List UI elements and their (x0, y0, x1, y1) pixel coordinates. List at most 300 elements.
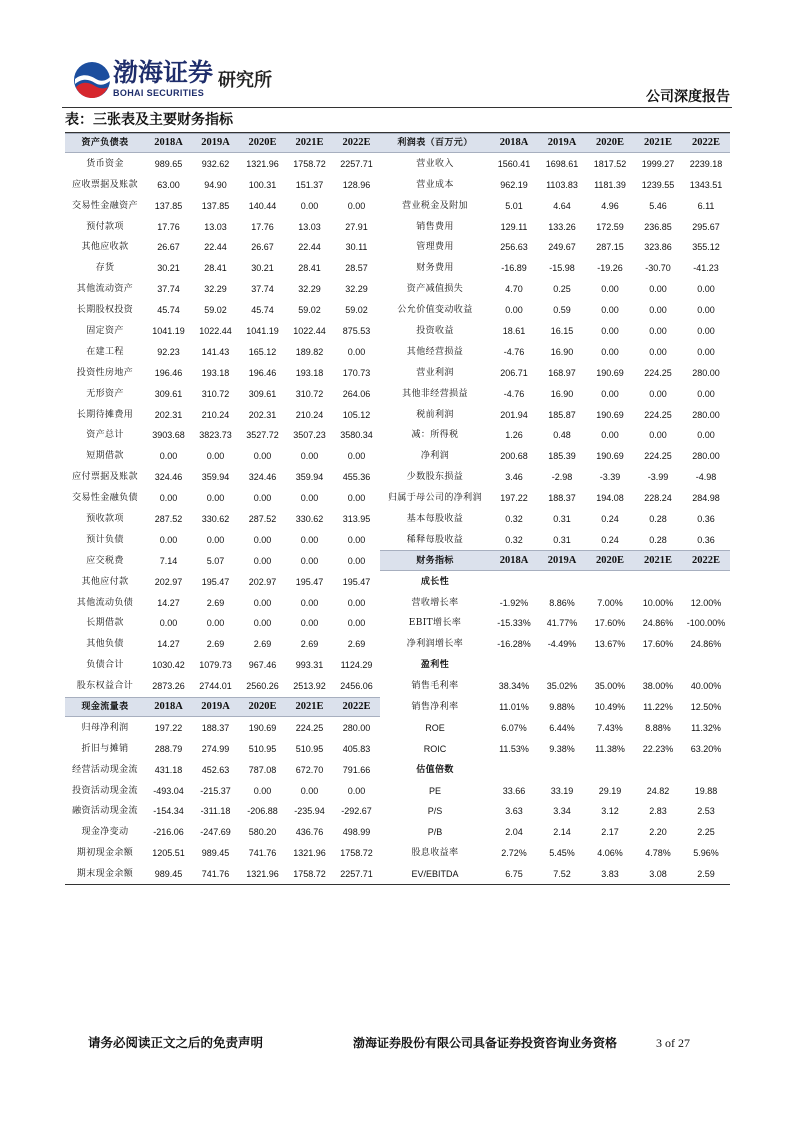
balance-sheet-row-label: 资产总计 (86, 430, 124, 441)
financial-indicators-value-cell: 3.83 (601, 868, 619, 879)
table-row (65, 655, 730, 676)
balance-sheet-value-cell: 310.72 (201, 388, 230, 399)
income-statement-value-cell: 194.08 (596, 493, 624, 504)
income-statement-row-label: 稀释每股收益 (406, 534, 464, 545)
balance-sheet-row-label: 其他应收款 (81, 242, 129, 253)
balance-sheet-value-cell: 324.46 (154, 472, 183, 483)
financial-indicators-row-label: P/B (427, 827, 443, 838)
income-statement-row-label: 其他非经营损益 (402, 388, 468, 399)
financial-indicators-value-cell: 17.60% (642, 639, 674, 650)
balance-sheet-value-cell: 202.31 (248, 409, 277, 420)
financial-indicators-header-year: 2019A (538, 550, 586, 571)
balance-sheet-value-cell: 3507.23 (293, 430, 326, 441)
financial-indicators-row-label: 净利润增长率 (406, 639, 464, 650)
income-statement-value-cell: -30.70 (645, 263, 671, 274)
cash-flow-value-cell: 741.76 (248, 848, 277, 859)
income-statement-value-cell: 206.71 (500, 367, 528, 378)
table-row (65, 759, 730, 780)
cash-flow-value-cell: 190.69 (248, 722, 277, 733)
income-statement-value-cell: 0.00 (697, 346, 715, 357)
income-statement-value-cell: 190.69 (596, 451, 624, 462)
income-statement-header-year: 2020E (586, 133, 634, 154)
balance-sheet-value-cell: 993.31 (295, 660, 324, 671)
balance-sheet-header-year: 2018A (145, 133, 192, 154)
balance-sheet-row-label: 交易性金融负债 (72, 493, 138, 504)
financial-indicators-empty-cell (682, 571, 730, 592)
balance-sheet-value-cell: 1758.72 (293, 158, 326, 169)
table-row (65, 153, 730, 174)
balance-sheet-value-cell: 22.44 (204, 242, 227, 253)
income-statement-value-cell: 0.00 (649, 284, 667, 295)
income-statement-row-label: 营业成本 (416, 179, 454, 190)
balance-sheet-value-cell: 0.00 (253, 618, 272, 629)
balance-sheet-row-label: 股东权益合计 (76, 681, 134, 692)
balance-sheet-value-cell: 0.00 (159, 618, 178, 629)
financial-indicators-value-cell: 24.82 (646, 785, 670, 796)
balance-sheet-row-label: 长期待摊费用 (76, 409, 134, 420)
income-statement-value-cell: 256.63 (500, 242, 528, 253)
financial-indicators-header-title: 财务指标 (380, 550, 490, 571)
balance-sheet-value-cell: 3903.68 (152, 430, 185, 441)
financial-indicators-value-cell: 4.78% (645, 848, 671, 859)
financial-indicators-value-cell: 40.00% (690, 681, 722, 692)
balance-sheet-value-cell: 0.00 (300, 451, 319, 462)
income-statement-value-cell: 1181.39 (594, 179, 626, 190)
cash-flow-value-cell: -216.06 (153, 827, 184, 838)
balance-sheet-value-cell: 2.69 (300, 639, 319, 650)
balance-sheet-value-cell: 210.24 (201, 409, 230, 420)
balance-sheet-value-cell: 0.00 (253, 597, 272, 608)
income-statement-value-cell: 168.97 (548, 367, 576, 378)
balance-sheet-value-cell: 2456.06 (340, 681, 373, 692)
financial-indicators-value-cell: 35.00% (594, 681, 626, 692)
financial-indicators-row-label: 销售毛利率 (411, 681, 459, 692)
cash-flow-value-cell: 498.99 (342, 827, 371, 838)
balance-sheet-value-cell: 2.69 (206, 639, 225, 650)
balance-sheet-row-label: 应付票据及账款 (72, 472, 138, 483)
balance-sheet-value-cell: 195.47 (342, 576, 371, 587)
income-statement-value-cell: -41.23 (693, 263, 719, 274)
balance-sheet-value-cell: 0.00 (206, 493, 225, 504)
financial-indicators-value-cell: 2.14 (553, 827, 571, 838)
income-statement-value-cell: 2239.18 (689, 158, 723, 169)
balance-sheet-value-cell: 967.46 (248, 660, 277, 671)
financial-indicators-empty-cell (682, 759, 730, 780)
balance-sheet-value-cell: 59.02 (204, 305, 227, 316)
table-row (65, 237, 730, 258)
financial-indicators-value-cell: 4.06% (597, 848, 623, 859)
balance-sheet-row-label: 预计负债 (86, 534, 124, 545)
balance-sheet-value-cell: 0.00 (347, 534, 366, 545)
balance-sheet-row-label: 长期借款 (86, 618, 124, 629)
cash-flow-value-cell: 288.79 (154, 743, 183, 754)
balance-sheet-value-cell: 63.00 (157, 179, 180, 190)
balance-sheet-value-cell: 196.46 (154, 367, 183, 378)
financial-indicators-empty-cell (586, 655, 634, 676)
financial-indicators-value-cell: 63.20% (690, 743, 722, 754)
balance-sheet-value-cell: 0.00 (300, 555, 319, 566)
financial-indicators-value-cell: 17.60% (594, 618, 626, 629)
financial-indicators-empty-cell (538, 571, 586, 592)
financial-indicators-header-year: 2021E (634, 550, 682, 571)
balance-sheet-value-cell: 105.12 (342, 409, 371, 420)
income-statement-value-cell: 1817.52 (593, 158, 627, 169)
balance-sheet-row-label: 投资性房地产 (76, 367, 134, 378)
income-statement-value-cell: 16.15 (550, 325, 574, 336)
balance-sheet-row-label: 固定资产 (86, 325, 124, 336)
cash-flow-value-cell: 197.22 (154, 722, 183, 733)
income-statement-header-year: 2018A (490, 133, 538, 154)
financial-indicators-header-year: 2020E (586, 550, 634, 571)
financial-indicators-value-cell: -16.28% (497, 639, 531, 650)
balance-sheet-value-cell: 3823.73 (199, 430, 232, 441)
income-statement-value-cell: 4.96 (601, 200, 619, 211)
cash-flow-row-label: 归母净利润 (81, 722, 129, 733)
income-statement-value-cell: 133.26 (548, 221, 576, 232)
financial-indicators-value-cell: 41.77% (546, 618, 578, 629)
table-row (65, 780, 730, 801)
income-statement-value-cell: 185.39 (548, 451, 576, 462)
financial-indicators-value-cell: 6.75 (505, 868, 523, 879)
balance-sheet-value-cell: 0.00 (206, 534, 225, 545)
cash-flow-value-cell: -292.67 (341, 806, 372, 817)
income-statement-value-cell: 0.00 (601, 346, 619, 357)
balance-sheet-row-label: 短期借款 (86, 451, 124, 462)
income-statement-value-cell: 0.48 (553, 430, 571, 441)
balance-sheet-value-cell: 0.00 (206, 618, 225, 629)
cash-flow-row-label: 期初现金余额 (76, 848, 134, 859)
financial-indicators-row-label: 股息收益率 (411, 848, 459, 859)
income-statement-row-label: 营业利润 (416, 367, 454, 378)
balance-sheet-value-cell: 202.97 (154, 576, 183, 587)
income-statement-value-cell: 280.00 (692, 451, 720, 462)
balance-sheet-value-cell: 0.00 (347, 346, 366, 357)
financial-indicators-value-cell: -15.33% (497, 618, 531, 629)
balance-sheet-value-cell: 137.85 (154, 200, 183, 211)
table-row (65, 404, 730, 425)
balance-sheet-row-label: 应收票据及账款 (72, 179, 138, 190)
balance-sheet-value-cell: 2560.26 (246, 681, 279, 692)
balance-sheet-value-cell: 94.90 (204, 179, 227, 190)
financial-indicators-empty-cell (538, 759, 586, 780)
income-statement-row-label: 财务费用 (416, 263, 454, 274)
balance-sheet-value-cell: 287.52 (248, 513, 277, 524)
financial-indicators-empty-cell (538, 655, 586, 676)
balance-sheet-row-label: 存货 (95, 263, 115, 274)
balance-sheet-value-cell: 193.18 (201, 367, 230, 378)
financial-indicators-value-cell: 29.19 (598, 785, 622, 796)
income-statement-value-cell: 1698.61 (545, 158, 579, 169)
balance-sheet-value-cell: 17.76 (251, 221, 274, 232)
financial-indicators-value-cell: 7.52 (553, 868, 571, 879)
balance-sheet-value-cell: 0.00 (300, 597, 319, 608)
cash-flow-value-cell: 989.45 (154, 868, 183, 879)
cash-flow-value-cell: 405.83 (342, 743, 371, 754)
balance-sheet-value-cell: 359.94 (201, 472, 230, 483)
financial-indicators-empty-cell (490, 759, 538, 780)
balance-sheet-value-cell: 0.00 (159, 493, 178, 504)
cash-flow-value-cell: 510.95 (295, 743, 324, 754)
table-row (65, 571, 730, 592)
financial-indicators-value-cell: -4.49% (547, 639, 577, 650)
balance-sheet-value-cell: 2873.26 (152, 681, 185, 692)
income-statement-value-cell: 185.87 (548, 409, 576, 420)
income-statement-row-label: 其他经营损益 (406, 346, 464, 357)
cash-flow-value-cell: 274.99 (201, 743, 230, 754)
income-statement-value-cell: 0.36 (697, 513, 715, 524)
cash-flow-header-year: 2020E (239, 697, 286, 718)
income-statement-value-cell: 0.32 (505, 534, 523, 545)
financial-statements-table (65, 132, 730, 885)
report-type-label: 公司深度报告 (646, 89, 730, 105)
income-statement-value-cell: 0.00 (601, 388, 619, 399)
income-statement-value-cell: 172.59 (596, 221, 624, 232)
income-statement-value-cell: 0.00 (697, 305, 715, 316)
balance-sheet-value-cell: 59.02 (345, 305, 368, 316)
income-statement-value-cell: 18.61 (502, 325, 526, 336)
balance-sheet-value-cell: 2257.71 (340, 158, 373, 169)
table-row (65, 425, 730, 446)
balance-sheet-value-cell: 27.91 (345, 221, 368, 232)
balance-sheet-value-cell: 932.62 (201, 158, 230, 169)
bohai-logo-icon (72, 60, 112, 100)
table-row (65, 717, 730, 738)
table-row (65, 279, 730, 300)
income-statement-row-label: 投资收益 (416, 325, 454, 336)
table-row (65, 383, 730, 404)
income-statement-value-cell: -4.76 (503, 388, 525, 399)
table-row (65, 864, 730, 885)
income-statement-value-cell: 5.01 (505, 200, 523, 211)
financial-indicators-value-cell: 5.96% (693, 848, 719, 859)
income-statement-value-cell: 0.00 (601, 430, 619, 441)
balance-sheet-value-cell: 0.00 (347, 618, 366, 629)
cash-flow-row-label: 期末现金余额 (76, 868, 134, 879)
income-statement-row-label: 归属于母公司的净利润 (387, 493, 482, 504)
balance-sheet-row-label: 负债合计 (86, 660, 124, 671)
income-statement-value-cell: 4.70 (505, 284, 523, 295)
financial-indicators-value-cell: 11.32% (691, 722, 721, 733)
balance-sheet-row-label: 货币资金 (86, 158, 124, 169)
balance-sheet-value-cell: 287.52 (154, 513, 183, 524)
balance-sheet-row-label: 无形资产 (86, 388, 124, 399)
cash-flow-header-year: 2018A (145, 697, 192, 718)
income-statement-value-cell: 0.00 (697, 430, 715, 441)
balance-sheet-value-cell: 0.00 (347, 493, 366, 504)
table-row (65, 195, 730, 216)
table-row (65, 341, 730, 362)
income-statement-value-cell: 224.25 (644, 409, 672, 420)
page-number: 3 of 27 (656, 1036, 690, 1050)
table-row (65, 133, 730, 154)
income-statement-row-label: 营业收入 (416, 158, 454, 169)
cash-flow-value-cell: 1321.96 (293, 848, 326, 859)
income-statement-value-cell: 0.28 (649, 534, 667, 545)
balance-sheet-value-cell: 2.69 (347, 639, 366, 650)
balance-sheet-value-cell: 2.69 (206, 597, 225, 608)
balance-sheet-row-label: 交易性金融资产 (72, 200, 138, 211)
income-statement-value-cell: 190.69 (596, 367, 624, 378)
income-statement-value-cell: 1999.27 (641, 158, 675, 169)
balance-sheet-value-cell: 0.00 (347, 555, 366, 566)
balance-sheet-value-cell: 151.37 (295, 179, 324, 190)
financial-indicators-header-year: 2022E (682, 550, 730, 571)
income-statement-value-cell: -2.98 (551, 472, 573, 483)
financial-indicators-empty-cell (634, 759, 682, 780)
financial-indicators-value-cell: 6.44% (549, 722, 575, 733)
balance-sheet-value-cell: 0.00 (253, 451, 272, 462)
cash-flow-value-cell: -215.37 (200, 785, 231, 796)
income-statement-value-cell: 287.15 (596, 242, 624, 253)
balance-sheet-value-cell: 32.29 (298, 284, 321, 295)
cash-flow-value-cell: 0.00 (253, 785, 272, 796)
income-statement-row-label: 公允价值变动收益 (397, 305, 473, 316)
balance-sheet-row-label: 长期股权投资 (76, 305, 134, 316)
balance-sheet-value-cell: 1041.19 (152, 325, 185, 336)
financial-indicators-row-label: P/S (427, 806, 443, 817)
balance-sheet-value-cell: 313.95 (342, 513, 371, 524)
income-statement-value-cell: 197.22 (500, 493, 528, 504)
table-row (65, 488, 730, 509)
cash-flow-value-cell: 188.37 (201, 722, 230, 733)
financial-indicators-value-cell: 2.72% (501, 848, 527, 859)
financial-indicators-value-cell: 22.23% (642, 743, 674, 754)
income-statement-value-cell: 0.00 (601, 325, 619, 336)
cash-flow-value-cell: -154.34 (153, 806, 184, 817)
balance-sheet-value-cell: 1321.96 (246, 158, 279, 169)
financial-indicators-value-cell: 3.12 (601, 806, 619, 817)
balance-sheet-value-cell: 1022.44 (199, 325, 232, 336)
balance-sheet-header-title: 资产负债表 (65, 133, 145, 154)
income-statement-value-cell: 0.36 (697, 534, 715, 545)
financial-indicators-value-cell: 38.00% (642, 681, 674, 692)
income-statement-value-cell: 1343.51 (689, 179, 723, 190)
financial-indicators-empty-cell (586, 759, 634, 780)
table-row (65, 467, 730, 488)
balance-sheet-value-cell: 13.03 (298, 221, 321, 232)
financial-indicators-empty-cell (490, 571, 538, 592)
balance-sheet-row-label: 其他应付款 (81, 576, 129, 587)
balance-sheet-value-cell: 309.61 (154, 388, 183, 399)
balance-sheet-value-cell: 2513.92 (293, 681, 326, 692)
income-statement-value-cell: 0.31 (553, 513, 571, 524)
table-row (65, 509, 730, 530)
cash-flow-value-cell: 580.20 (248, 827, 277, 838)
income-statement-value-cell: 249.67 (548, 242, 576, 253)
table-row (65, 321, 730, 342)
income-statement-row-label: 净利润 (420, 451, 450, 462)
income-statement-value-cell: 0.25 (553, 284, 571, 295)
balance-sheet-value-cell: 37.74 (251, 284, 274, 295)
financial-indicators-value-cell: 11.53% (499, 743, 529, 754)
table-row (65, 300, 730, 321)
balance-sheet-row-label: 在建工程 (86, 346, 124, 357)
balance-sheet-value-cell: 0.00 (159, 451, 178, 462)
income-statement-value-cell: 0.00 (697, 325, 715, 336)
cash-flow-row-label: 投资活动现金流 (72, 785, 138, 796)
financial-indicators-value-cell: 10.49% (594, 701, 626, 712)
income-statement-value-cell: 190.69 (596, 409, 624, 420)
cash-flow-value-cell: 787.08 (248, 764, 277, 775)
table-row (65, 843, 730, 864)
financial-indicators-value-cell: 3.34 (553, 806, 571, 817)
income-statement-value-cell: 0.00 (697, 388, 715, 399)
financial-indicators-value-cell: 9.38% (549, 743, 575, 754)
cash-flow-value-cell: 0.00 (347, 785, 366, 796)
table-row (65, 550, 730, 571)
balance-sheet-value-cell: 0.00 (300, 534, 319, 545)
financial-indicators-row-label: ROIC (423, 743, 447, 754)
balance-sheet-value-cell: 0.00 (253, 534, 272, 545)
balance-sheet-value-cell: 0.00 (253, 493, 272, 504)
cash-flow-row-label: 融资活动现金流 (72, 806, 138, 817)
income-statement-row-label: 减：所得税 (411, 430, 459, 441)
financial-indicators-value-cell: 2.20 (649, 827, 667, 838)
income-statement-value-cell: -4.98 (695, 472, 717, 483)
cash-flow-row-label: 现金净变动 (81, 827, 129, 838)
financial-indicators-value-cell: 6.07% (501, 722, 527, 733)
balance-sheet-value-cell: 30.21 (157, 263, 180, 274)
financial-indicators-section-label: 盈利性 (420, 660, 450, 671)
cash-flow-value-cell: -206.88 (247, 806, 278, 817)
financial-indicators-value-cell: 8.86% (549, 597, 575, 608)
balance-sheet-value-cell: 128.96 (342, 179, 371, 190)
balance-sheet-value-cell: 3527.72 (246, 430, 279, 441)
financial-indicators-row-label: 营收增长率 (411, 597, 459, 608)
income-statement-value-cell: 129.11 (500, 221, 528, 232)
balance-sheet-value-cell: 30.11 (345, 242, 368, 253)
balance-sheet-value-cell: 264.06 (342, 388, 371, 399)
income-statement-row-label: 管理费用 (416, 242, 454, 253)
income-statement-value-cell: 280.00 (692, 367, 720, 378)
income-statement-header-year: 2022E (682, 133, 730, 154)
balance-sheet-value-cell: 202.31 (154, 409, 183, 420)
balance-sheet-row-label: 其他流动资产 (76, 284, 134, 295)
balance-sheet-value-cell: 37.74 (157, 284, 180, 295)
table-row (65, 529, 730, 550)
cash-flow-value-cell: -311.18 (200, 806, 231, 817)
financial-indicators-value-cell: 9.88% (549, 701, 575, 712)
balance-sheet-value-cell: 0.00 (347, 597, 366, 608)
financial-indicators-row-label: 销售净利率 (411, 701, 459, 712)
income-statement-value-cell: -15.98 (549, 263, 575, 274)
balance-sheet-value-cell: 30.21 (251, 263, 274, 274)
logo-english-name: BOHAI SECURITIES (113, 88, 205, 98)
cash-flow-value-cell: 0.00 (300, 785, 319, 796)
income-statement-value-cell: 3.46 (505, 472, 523, 483)
balance-sheet-value-cell: 359.94 (295, 472, 324, 483)
balance-sheet-value-cell: 309.61 (248, 388, 277, 399)
financial-indicators-value-cell: 35.02% (546, 681, 578, 692)
income-statement-value-cell: 295.67 (692, 221, 720, 232)
financial-indicators-empty-cell (490, 655, 538, 676)
cash-flow-value-cell: 280.00 (342, 722, 371, 733)
header-divider (62, 107, 732, 108)
income-statement-value-cell: -3.99 (647, 472, 669, 483)
table-row (65, 697, 730, 718)
cash-flow-value-cell: 224.25 (295, 722, 324, 733)
balance-sheet-value-cell: 330.62 (295, 513, 324, 524)
balance-sheet-value-cell: 26.67 (157, 242, 180, 253)
cash-flow-row-label: 经营活动现金流 (72, 764, 138, 775)
financial-indicators-value-cell: 33.19 (550, 785, 574, 796)
balance-sheet-value-cell: 14.27 (157, 597, 180, 608)
balance-sheet-value-cell: 0.00 (347, 200, 366, 211)
financial-indicators-value-cell: -100.00% (686, 618, 726, 629)
balance-sheet-value-cell: 330.62 (201, 513, 230, 524)
income-statement-value-cell: 1239.55 (641, 179, 675, 190)
table-row (65, 362, 730, 383)
